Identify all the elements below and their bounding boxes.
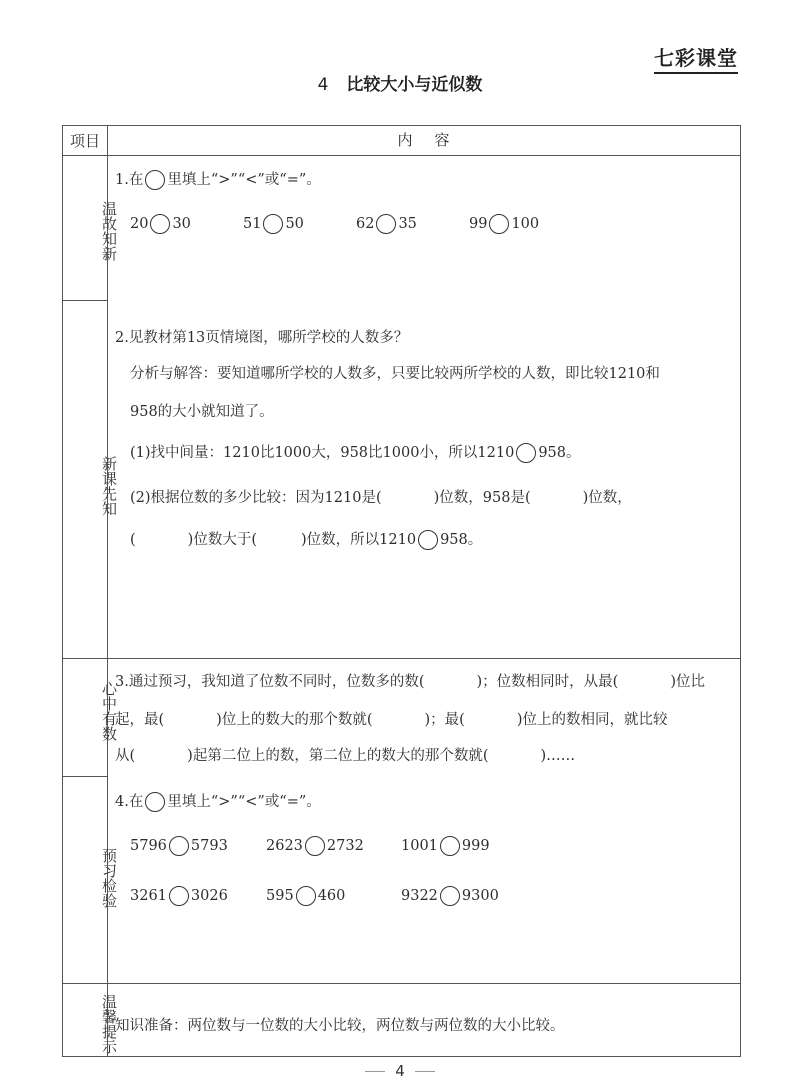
q1-prompt bbox=[115, 168, 321, 190]
header-content-label: 内容 bbox=[397, 131, 472, 149]
page-number-value: 4 bbox=[395, 1062, 405, 1080]
q3-text: 3.通过预习，我知道了位数不同时，位数多的数( bbox=[115, 674, 425, 690]
q4-left-value: 595 bbox=[266, 888, 294, 904]
q1-right-value: 100 bbox=[511, 216, 540, 232]
answer-circle-icon[interactable] bbox=[263, 214, 283, 234]
q4-prompt-start: 4.在 bbox=[115, 794, 144, 810]
q2-step2-line1 bbox=[130, 486, 632, 507]
column-divider bbox=[107, 126, 108, 1056]
section-divider-2 bbox=[63, 658, 740, 659]
q2-step2-text-a: (2)根据位数的多少比较：因为1210是( bbox=[130, 490, 382, 506]
q4-left-value: 9322 bbox=[401, 888, 438, 904]
q1-right-value: 50 bbox=[285, 216, 304, 232]
section-tips-label: 温馨提示 bbox=[100, 994, 118, 1054]
q1-prompt-start: 1.在 bbox=[115, 172, 144, 188]
q2-step2-text-d: ( bbox=[130, 532, 136, 548]
worksheet-table bbox=[62, 125, 741, 1057]
q4-right-value: 9300 bbox=[461, 888, 499, 904]
section-reflect-label: 心中有数 bbox=[100, 681, 118, 741]
q3-line2 bbox=[115, 708, 667, 729]
section-review-label: 温故知新 bbox=[100, 201, 118, 261]
answer-circle-icon[interactable] bbox=[376, 214, 396, 234]
q3-text: )位上的数大的那个数就( bbox=[216, 712, 373, 728]
page-number bbox=[0, 1062, 800, 1080]
q4-prompt bbox=[115, 790, 321, 812]
q3-text: 起，最( bbox=[115, 712, 165, 728]
lesson-title: 比较大小与近似数 bbox=[346, 75, 483, 95]
q1-item bbox=[469, 214, 539, 234]
q3-line1 bbox=[115, 670, 705, 691]
q1-right-value: 35 bbox=[398, 216, 417, 232]
q2-step1-end: 958。 bbox=[538, 445, 581, 461]
q4-item bbox=[401, 836, 490, 856]
q2-step2-text-c: )位数， bbox=[582, 490, 632, 506]
q3-text: )；位数相同时，从最( bbox=[476, 674, 619, 690]
answer-circle-icon[interactable] bbox=[440, 886, 460, 906]
q3-text: )位上的数相同，就比较 bbox=[516, 712, 668, 728]
q3-text: 从( bbox=[115, 748, 136, 764]
q1-right-value: 30 bbox=[172, 216, 191, 232]
q2-step2-line2 bbox=[130, 528, 482, 550]
answer-circle-icon[interactable] bbox=[169, 886, 189, 906]
q4-item bbox=[401, 886, 499, 906]
q3-text: )…… bbox=[540, 748, 576, 764]
q1-item bbox=[243, 214, 304, 234]
section-divider-3 bbox=[63, 776, 107, 777]
brand-logo: 七彩课堂 bbox=[654, 42, 738, 74]
q1-left-value: 62 bbox=[356, 216, 375, 232]
header-divider bbox=[63, 155, 740, 156]
q4-left-value: 2623 bbox=[266, 838, 303, 854]
q3-text: )；最( bbox=[424, 712, 465, 728]
answer-circle-icon bbox=[145, 170, 165, 190]
q2-step1-text: (1)找中间量：1210比1000大，958比1000小，所以1210 bbox=[130, 445, 515, 461]
q1-left-value: 99 bbox=[469, 216, 488, 232]
answer-circle-icon[interactable] bbox=[516, 443, 536, 463]
q2-step1 bbox=[130, 441, 581, 463]
q3-text: )位比 bbox=[670, 674, 705, 690]
q4-left-value: 3261 bbox=[130, 888, 167, 904]
q4-item bbox=[130, 886, 228, 906]
q2-analysis-line2: 958的大小就知道了。 bbox=[130, 404, 274, 420]
q1-item bbox=[356, 214, 417, 234]
q4-item bbox=[130, 836, 228, 856]
page-title bbox=[0, 70, 800, 95]
q4-prompt-end: 里填上“>”“<”或“=”。 bbox=[167, 794, 321, 810]
q2-step2-text-f: )位数，所以1210 bbox=[301, 532, 417, 548]
q4-right-value: 460 bbox=[317, 888, 346, 904]
answer-circle-icon[interactable] bbox=[150, 214, 170, 234]
lesson-number: 4 bbox=[317, 75, 329, 95]
q4-right-value: 5793 bbox=[190, 838, 228, 854]
section-new-lesson-label: 新课先知 bbox=[100, 456, 118, 516]
q4-right-value: 2732 bbox=[326, 838, 364, 854]
q2-prompt: 2.见教材第13页情境图，哪所学校的人数多？ bbox=[115, 330, 409, 346]
q3-line3 bbox=[115, 744, 575, 765]
q4-right-value: 3026 bbox=[190, 888, 228, 904]
q4-item bbox=[266, 886, 345, 906]
answer-circle-icon[interactable] bbox=[169, 836, 189, 856]
answer-circle-icon[interactable] bbox=[489, 214, 509, 234]
q4-right-value: 999 bbox=[461, 838, 490, 854]
q4-left-value: 5796 bbox=[130, 838, 167, 854]
q4-item bbox=[266, 836, 364, 856]
section-divider-4 bbox=[63, 983, 740, 984]
section-divider-1 bbox=[63, 300, 107, 301]
answer-circle-icon[interactable] bbox=[305, 836, 325, 856]
q2-step2-text-e: )位数大于( bbox=[187, 532, 257, 548]
answer-circle-icon[interactable] bbox=[440, 836, 460, 856]
q2-analysis-line1: 分析与解答：要知道哪所学校的人数多，只要比较两所学校的人数，即比较1210和 bbox=[130, 366, 660, 382]
q2-step2-text-b: )位数，958是( bbox=[433, 490, 531, 506]
section-preview-check-label: 预习检验 bbox=[100, 848, 118, 908]
q2-step2-text-g: 958。 bbox=[440, 532, 483, 548]
q1-item bbox=[130, 214, 191, 234]
tip-text: 知识准备：两位数与一位数的大小比较，两位数与两位数的大小比较。 bbox=[115, 1018, 565, 1034]
q1-left-value: 51 bbox=[243, 216, 262, 232]
q4-left-value: 1001 bbox=[401, 838, 438, 854]
q1-left-value: 20 bbox=[130, 216, 149, 232]
header-item-label: 项目 bbox=[69, 132, 100, 150]
answer-circle-icon bbox=[145, 792, 165, 812]
answer-circle-icon[interactable] bbox=[296, 886, 316, 906]
q1-prompt-end: 里填上“>”“<”或“=”。 bbox=[167, 172, 321, 188]
answer-circle-icon[interactable] bbox=[418, 530, 438, 550]
q3-text: )起第二位上的数，第二位上的数大的那个数就( bbox=[187, 748, 489, 764]
